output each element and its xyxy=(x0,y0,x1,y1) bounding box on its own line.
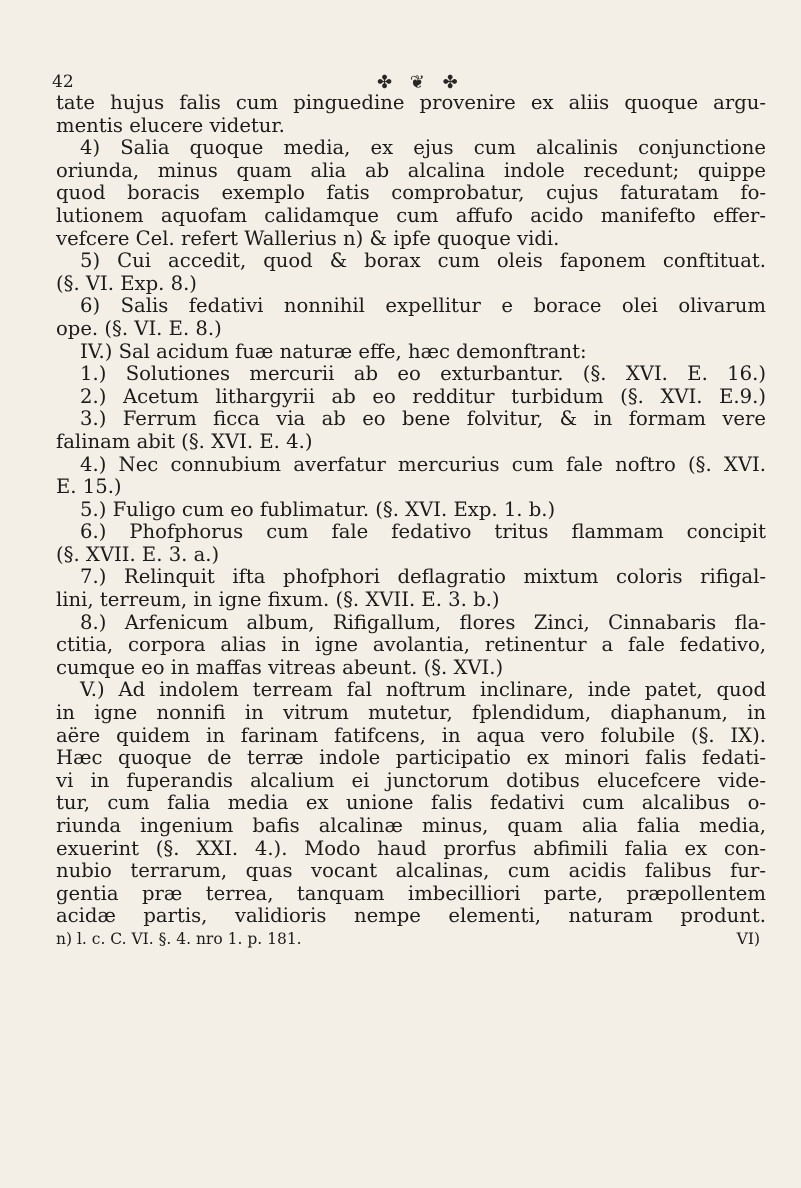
footnote-text: n) l. c. C. VI. §. 4. nro 1. p. 181. xyxy=(56,929,302,948)
text-line: 6) Salis fedativi nonnihil expellitur e borace olei olivarum xyxy=(80,294,766,318)
footnote xyxy=(56,928,766,951)
text-line: 4) Salia quoque media, ex ejus cum alcalinis conjunctione xyxy=(80,136,766,160)
text-line: lutionem aquofam calidamque cum affufo acido manifefto effer- xyxy=(56,203,766,227)
text-line: exuerint (§. XXI. 4.). Modo haud prorfus abfimili falia ex con- xyxy=(56,836,766,860)
text-line: 3.) Ferrum ficca via ab eo bene folvitur, & in formam vere xyxy=(80,407,766,431)
text-line: vefcere Cel. refert Wallerius n) & ipfe quoque vidi. xyxy=(56,226,560,250)
header-ornament: ✤ ❦ ✤ xyxy=(377,72,464,93)
text-line: ope. (§. VI. E. 8.) xyxy=(56,316,222,340)
text-line: 5.) Fuligo cum eo fublimatur. (§. XVI. Exp. 1. b.) xyxy=(80,497,556,521)
text-line: quod boracis exemplo fatis comprobatur, cujus faturatam fo- xyxy=(56,181,766,205)
body-text xyxy=(56,92,766,951)
text-line: aëre quidem in farinam fatifcens, in aqua vero folubile (§. IX). xyxy=(56,723,766,747)
text-line: lini, terreum, in igne fixum. (§. XVII. E. 3. b.) xyxy=(56,588,500,612)
text-line: falinam abit (§. XVI. E. 4.) xyxy=(56,429,313,453)
text-line: gentia præ terrea, tanquam imbecilliori parte, præpollentem xyxy=(56,881,766,905)
text-line: cumque eo in maffas vitreas abeunt. (§. XVI.) xyxy=(56,655,504,679)
text-line: (§. XVII. E. 3. a.) xyxy=(56,542,220,566)
text-line: 5) Cui accedit, quod & borax cum oleis faponem conftituat. xyxy=(80,249,766,273)
text-line: mentis elucere videtur. xyxy=(56,113,285,137)
text-line: 7.) Relinquit ifta phofphori deflagratio mixtum coloris rifigal- xyxy=(80,565,766,589)
text-line: IV.) Sal acidum fuæ naturæ effe, hæc demonftrant: xyxy=(80,339,587,363)
catchword: VI) xyxy=(736,929,760,948)
text-line: 4.) Nec connubium averfatur mercurius cum fale noftro (§. XVI. xyxy=(80,452,766,476)
text-line: Hæc quoque de terræ indole participatio ex minori falis fedati- xyxy=(56,746,766,770)
text-line: oriunda, minus quam alia ab alcalina indole recedunt; quippe xyxy=(56,158,766,182)
text-line: tur, cum falia media ex unione falis fedativi cum alcalibus o- xyxy=(56,791,766,815)
text-line: tate hujus falis cum pinguedine provenire ex aliis quoque argu- xyxy=(56,91,766,114)
text-line: E. 15.) xyxy=(56,475,122,499)
text-line: acidæ partis, validioris nempe elementi, naturam produnt. xyxy=(56,904,766,928)
text-line: nubio terrarum, quas vocant alcalinas, cum acidis falibus fur- xyxy=(56,859,766,883)
page-number: 42 xyxy=(52,72,74,92)
text-line: 2.) Acetum lithargyrii ab eo redditur turbidum (§. XVI. E.9.) xyxy=(80,384,766,408)
text-line: in igne nonnifi in vitrum mutetur, fplendidum, diaphanum, in xyxy=(56,701,766,725)
text-line: vi in fuperandis alcalium ei junctorum dotibus elucefcere vide- xyxy=(56,768,766,792)
text-line: ctitia, corpora alias in igne avolantia, retinentur a fale fedativo, xyxy=(56,633,766,657)
text-line: 6.) Phofphorus cum fale fedativo tritus flammam concipit xyxy=(80,520,766,544)
text-line: V.) Ad indolem terream fal noftrum inclinare, inde patet, quod xyxy=(80,678,766,702)
text-line: 1.) Solutiones mercurii ab eo exturbantur. (§. XVI. E. 16.) xyxy=(80,362,766,386)
text-line: (§. VI. Exp. 8.) xyxy=(56,271,197,295)
text-line: 8.) Arfenicum album, Rifigallum, flores Zinci, Cinnabaris fla- xyxy=(80,610,766,634)
text-line: riunda ingenium bafis alcalinæ minus, quam alia falia media, xyxy=(56,814,766,837)
